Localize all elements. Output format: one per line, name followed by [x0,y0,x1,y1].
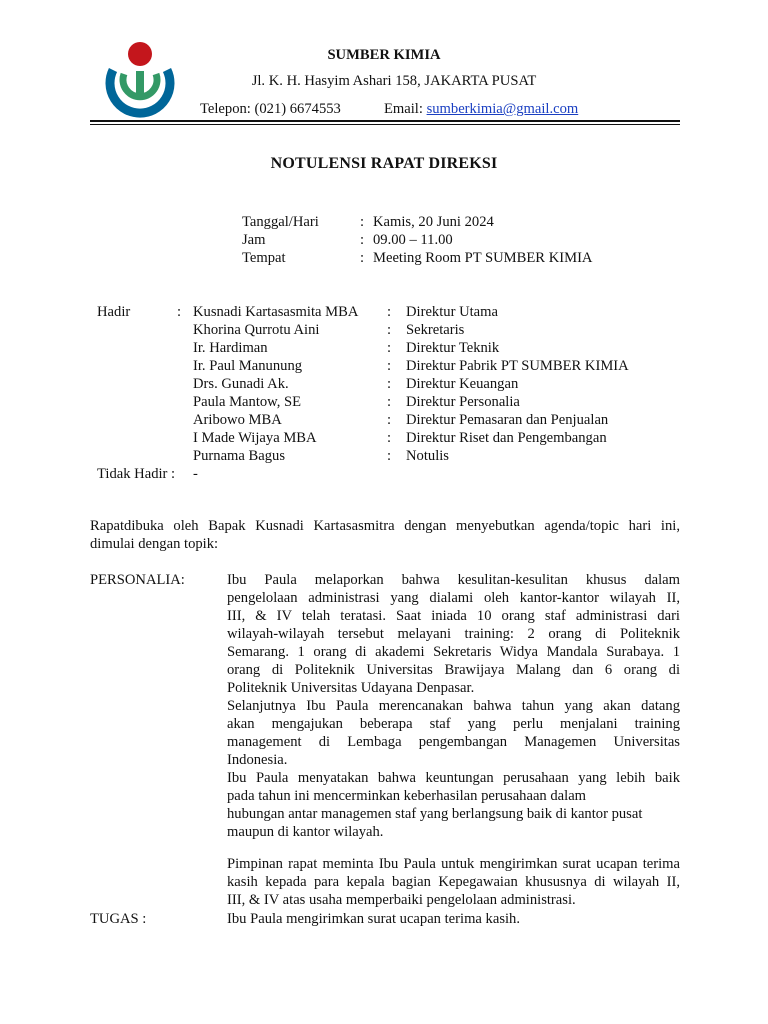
paragraph-line: Selanjutnya Ibu Paula merencanakan bahwa tahun yang akan datang [227,698,680,714]
attendee-name: I Made Wijaya MBA [193,430,317,446]
intro-line-2: dimulai dengan topik: [90,536,219,552]
paragraph-line: Pimpinan rapat meminta Ibu Paula untuk mengirimkan surat ucapan terima [227,856,680,872]
attendee-role: Direktur Riset dan Pengembangan [406,430,607,446]
attendee-name: Ir. Paul Manunung [193,358,303,374]
tugas-text: Ibu Paula mengirimkan surat ucapan terima kasih. [227,911,521,927]
company-name: SUMBER KIMIA [327,47,441,63]
attendee-role: Direktur Keuangan [406,376,519,392]
meeting-place-label: Tempat [242,250,286,266]
document-title: NOTULENSI RAPAT DIREKSI [270,155,498,172]
attendee-name: Ir. Hardiman [193,340,268,356]
colon: : [360,250,365,266]
colon: : [360,214,365,230]
colon: : [387,448,392,464]
paragraph-line: management di Lembaga pengembangan Managemen Universitas [227,734,680,750]
paragraph-line: Politeknik Universitas Udayana Denpasar. [227,680,475,696]
attendee-role: Direktur Teknik [406,340,500,356]
paragraph-line: orang di Politeknik Universitas Brawijaya Malang dan 6 orang di [227,662,680,678]
paragraph-line: pengelolaan administrasi yang dialami oleh kantor-kantor wilayah II, [227,590,680,606]
paragraph-line: Semarang. 1 orang di akademi Sekretaris Widya Mandala Surabaya. 1 [227,644,680,660]
attendee-role: Direktur Pemasaran dan Penjualan [406,412,609,428]
colon: : [387,340,392,356]
company-phone: Telepon: (021) 6674553 [200,101,341,117]
paragraph-line: maupun di kantor wilayah. [227,824,384,840]
header-rule-thick [90,120,680,122]
colon: : [387,322,392,338]
personalia-body [227,572,680,842]
paragraph-line: Indonesia. [227,752,288,768]
attendee-role: Sekretaris [406,322,465,338]
colon: : [387,358,392,374]
email-label: Email: [384,101,423,117]
personalia-instruction [227,856,680,910]
company-address: Jl. K. H. Hasyim Ashari 158, JAKARTA PUSAT [251,73,537,89]
header-rule-thin [90,124,680,125]
attendee-name: Kusnadi Kartasasmita MBA [193,304,359,320]
attendee-role: Notulis [406,448,449,464]
paragraph-line: Ibu Paula menyatakan bahwa keuntungan perusahaan yang lebih baik [227,770,680,786]
paragraph-line: kasih kepada para kepala bagian Kepegawaian khususnya di wilayah II, [227,874,680,890]
paragraph-line: Ibu Paula melaporkan bahwa kesulitan-kesulitan khusus dalam [227,572,680,588]
company-email-line [384,101,578,118]
colon: : [360,232,365,248]
attendee-role: Direktur Utama [406,304,498,320]
meeting-date-value: Kamis, 20 Juni 2024 [373,214,494,230]
meeting-date-label: Tanggal/Hari [242,214,319,230]
meeting-time-value: 09.00 – 11.00 [373,232,453,248]
email-link[interactable]: sumberkimia@gmail.com [426,101,579,117]
attendee-role: Direktur Pabrik PT SUMBER KIMIA [406,358,629,374]
meeting-time-label: Jam [242,232,266,248]
colon: : [387,376,392,392]
colon: : [387,430,392,446]
present-label: Hadir [97,304,131,320]
colon: : [387,394,392,410]
personalia-label: PERSONALIA: [90,572,185,588]
colon: : [387,304,392,320]
paragraph-line: pada tahun ini mencerminkan keberhasilan perusahaan dalam [227,788,587,804]
attendee-role: Direktur Personalia [406,394,520,410]
colon: : [177,304,182,320]
absent-label: Tidak Hadir : [97,466,176,482]
meeting-place-value: Meeting Room PT SUMBER KIMIA [373,250,593,266]
paragraph-line: III, & IV atas usaha memperbaiki pengelolaan administrasi. [227,892,576,908]
attendee-name: Drs. Gunadi Ak. [193,376,289,392]
intro-line-1: Rapatdibuka oleh Bapak Kusnadi Kartasasmitra dengan menyebutkan agenda/topic hari ini, [90,518,680,534]
colon: : [387,412,392,428]
attendee-name: Aribowo MBA [193,412,282,428]
paragraph-line: III, & IV telah teratasi. Saat iniada 10 orang staf administrasi dari [227,608,680,624]
paragraph-line: akan mengajukan beberapa staf yang perlu menjalani training [227,716,680,732]
tugas-label: TUGAS : [90,911,147,927]
attendee-name: Khorina Qurrotu Aini [193,322,320,338]
attendee-name: Purnama Bagus [193,448,286,464]
paragraph-line: wilayah-wilayah tersebut melayani training: 2 orang di Politeknik [227,626,680,642]
attendee-name: Paula Mantow, SE [193,394,302,410]
paragraph-line: hubungan antar managemen staf yang berlangsung baik di kantor pusat [227,806,643,822]
absent-value: - [193,466,198,482]
